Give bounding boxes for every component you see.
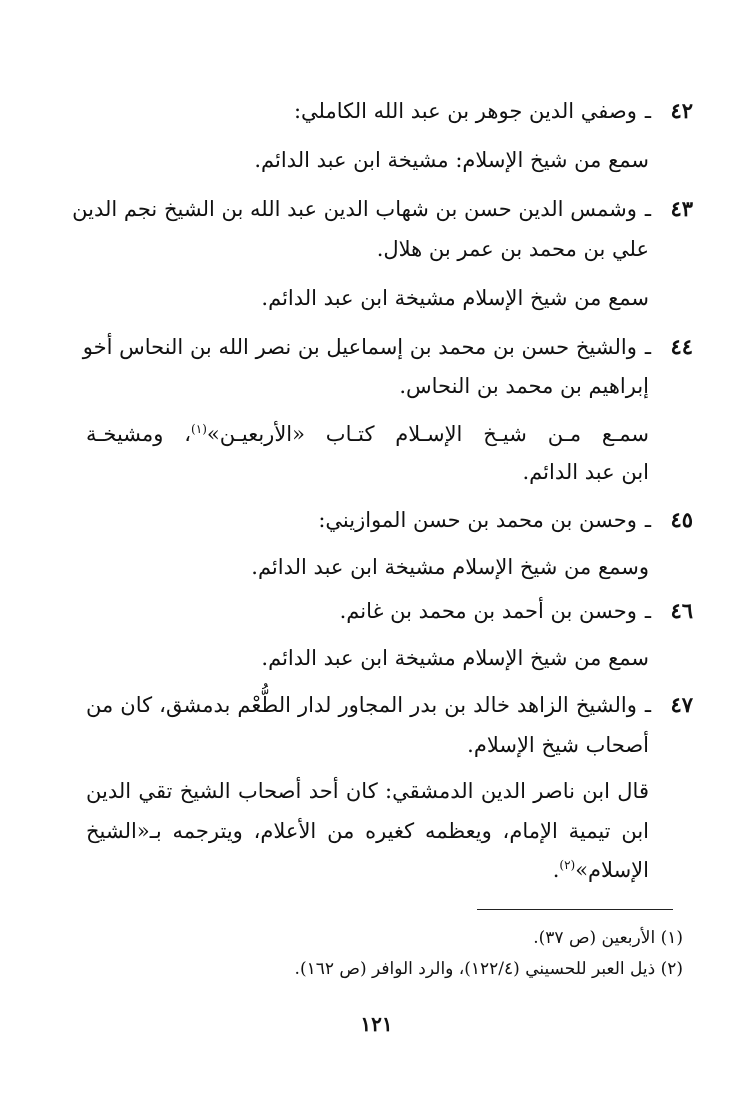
entry-42-heading	[0, 97, 693, 125]
entry-heading-text: وحسن بن أحمد بن محمد بن غانم.	[339, 599, 637, 623]
entry-dash: ـ	[644, 508, 651, 532]
entry-dash: ـ	[644, 599, 651, 623]
entry-number: ٤٤	[670, 334, 693, 359]
entry-heading-text: وصفي الدين جوهر بن عبد الله الكاملي:	[293, 99, 637, 123]
entry-dash: ـ	[644, 335, 651, 359]
entry-dash: ـ	[644, 197, 651, 221]
entry-43-heading-line-1	[72, 195, 693, 223]
footnote-ref-2: (٢)	[559, 858, 576, 872]
entry-body-text: الإسلام»	[575, 858, 649, 882]
entry-body-text: ، ومشيخـة	[86, 422, 192, 446]
entry-43-heading-line-2: علي بن محمد بن عمر بن هلال.	[376, 237, 649, 261]
entry-47-heading-line-2: أصحاب شيخ الإسلام.	[467, 733, 649, 757]
entry-44-heading-line-1	[82, 333, 693, 361]
entry-body-text: .	[552, 858, 560, 882]
page-number: ١٢١	[360, 1012, 393, 1036]
entry-47-body-line-1: قال ابن ناصر الدين الدمشقي: كان أحد أصحاب الشيخ تقي الدين	[86, 779, 649, 803]
entry-heading-text: والشيخ حسن بن محمد بن إسماعيل بن نصر الله بن النحاس أخو	[82, 335, 637, 359]
footnote-separator	[477, 909, 673, 910]
entry-heading-text: وشمس الدين حسن بن شهاب الدين عبد الله بن الشيخ نجم الدين	[72, 197, 637, 221]
footnote-ref-1: (١)	[191, 422, 207, 436]
entry-number: ٤٧	[670, 692, 693, 717]
entry-42-body-line-1: سمع من شيخ الإسلام: مشيخة ابن عبد الدائم.	[254, 148, 649, 172]
entry-dash: ـ	[644, 693, 651, 717]
entry-46-heading	[0, 597, 693, 625]
entry-number: ٤٣	[670, 196, 693, 221]
entry-44-heading-line-2: إبراهيم بن محمد بن النحاس.	[399, 374, 649, 398]
footnote-1: (١) الأربعين (ص ٣٧).	[533, 928, 683, 948]
entry-47-body-line-2: ابن تيمية الإمام، ويعظمه كغيره من الأعلام، ويترجمه بـ«الشيخ	[86, 819, 649, 843]
entry-dash: ـ	[644, 99, 651, 123]
entry-number: ٤٥	[670, 507, 693, 532]
entry-47-heading-line-1	[86, 691, 693, 719]
entry-46-body-line-1: سمع من شيخ الإسلام مشيخة ابن عبد الدائم.	[261, 646, 649, 670]
footnote-2: (٢) ذيل العبر للحسيني (١٢٢/٤)، والرد الوافر (ص ١٦٢).	[294, 959, 683, 979]
entry-44-body-line-2: ابن عبد الدائم.	[522, 460, 649, 484]
entry-number: ٤٦	[670, 598, 693, 623]
entry-number: ٤٢	[670, 98, 693, 123]
entry-44-body-line-1	[86, 420, 649, 448]
entry-heading-text: والشيخ الزاهد خالد بن بدر المجاور لدار الطُّعْم بدمشق، كان من	[86, 693, 637, 717]
entry-45-body-line-1: وسمع من شيخ الإسلام مشيخة ابن عبد الدائم.	[251, 555, 649, 579]
entry-heading-text: وحسن بن محمد بن حسن الموازيني:	[318, 508, 637, 532]
entry-47-body-line-3	[0, 856, 649, 884]
entry-body-text: سمـع مـن شيـخ الإسـلام كتـاب «الأربعيـن»	[206, 422, 649, 446]
entry-45-heading	[0, 506, 693, 534]
entry-43-body-line-1: سمع من شيخ الإسلام مشيخة ابن عبد الدائم.	[261, 286, 649, 310]
